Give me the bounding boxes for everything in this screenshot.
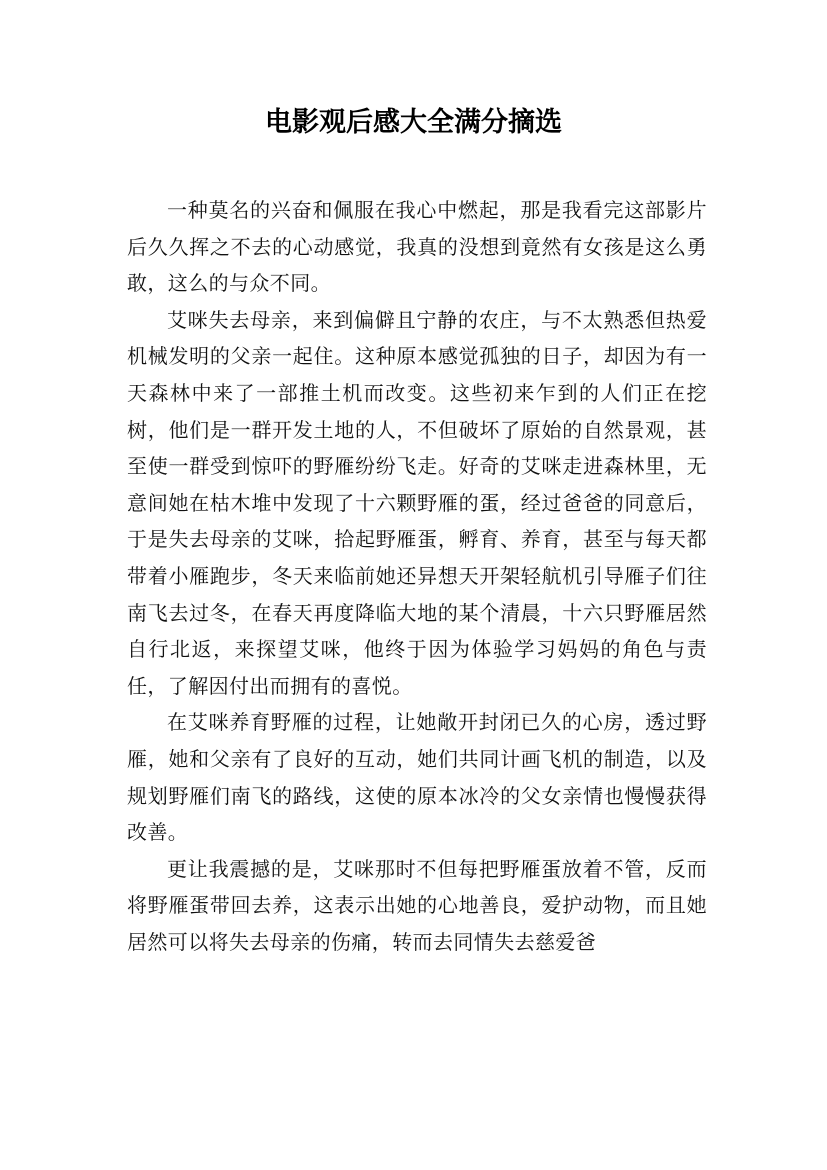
paragraph-3: 在艾咪养育野雁的过程，让她敞开封闭已久的心房，透过野雁，她和父亲有了良好的互动，她们共同计画飞机的制造，以及规划野雁们南飞的路线，这使的原本冰冷的父女亲情也慢慢获得改善。 bbox=[127, 710, 707, 845]
document-title: 电影观后感大全满分摘选 bbox=[265, 107, 562, 138]
paragraph-4: 更让我震撼的是，艾咪那时不但每把野雁蛋放着不管，反而将野雁蛋带回去养，这表示出她的心地善良，爱护动物，而且她居然可以将失去母亲的伤痛，转而去同情失去慈爱爸 bbox=[127, 856, 707, 954]
paragraph-1: 一种莫名的兴奋和佩服在我心中燃起，那是我看完这部影片后久久挥之不去的心动感觉，我真的没想到竟然有女孩是这么勇敢，这么的与众不同。 bbox=[127, 198, 707, 296]
document-body bbox=[127, 192, 707, 960]
paragraph-2: 艾咪失去母亲，来到偏僻且宁静的农庄，与不太熟悉但热爱机械发明的父亲一起住。这种原本感觉孤独的日子，却因为有一天森林中来了一部推土机而改变。这些初来乍到的人们正在挖树，他们是一群开发土地的人，不但破坏了原始的自然景观，甚至使一群受到惊吓的野雁纷纷飞走。好奇的艾咪走进森林里，无意间她在枯木堆中发现了十六颗野雁的蛋，经过爸爸的同意后，于是失去母亲的艾咪，拾起野雁蛋，孵育、养育，甚至与每天都带着小雁跑步，冬天来临前她还异想天开架轻航机引导雁子们往南飞去过冬，在春天再度降临大地的某个清晨，十六只野雁居然自行北返，来探望艾咪，他终于因为体验学习妈妈的角色与责任，了解因付出而拥有的喜悦。 bbox=[127, 307, 707, 698]
